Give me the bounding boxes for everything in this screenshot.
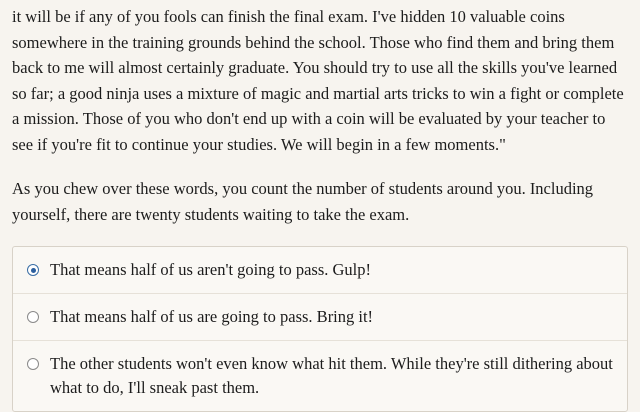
choice-label: That means half of us are going to pass. Bring it! — [50, 307, 374, 326]
choice-list — [12, 246, 628, 412]
radio-icon[interactable] — [27, 311, 39, 323]
choice-label: The other students won't even know what hit them. While they're still dithering about what to do, I'll sneak past them. — [50, 354, 613, 397]
choice-option-3[interactable] — [13, 340, 627, 411]
story-paragraph: As you chew over these words, you count the number of students around you. Including yourself, there are twenty students waiting to take the exam. — [12, 179, 594, 224]
story-text — [12, 4, 628, 227]
radio-selected-icon[interactable] — [27, 264, 39, 276]
choice-option-2[interactable] — [13, 293, 627, 340]
story-paragraph: it will be if any of you fools can finish the final exam. I've hidden 10 valuable coins somewhere in the training grounds behind the school. Those who find them and bring them back to me will almost certainly graduate. You should try to use all the skills you've learned so far; a good ninja uses a mixture of magic and martial arts tricks to win a fight or complete a mission. Those of you who don't end up with a coin will be evaluated by your teacher to see if you're fit to continue your studies. We will begin in a few moments." — [12, 7, 624, 154]
radio-icon[interactable] — [27, 358, 39, 370]
story-page — [0, 4, 640, 404]
choice-label: That means half of us aren't going to pass. Gulp! — [50, 260, 371, 279]
choice-option-1[interactable] — [13, 247, 627, 293]
